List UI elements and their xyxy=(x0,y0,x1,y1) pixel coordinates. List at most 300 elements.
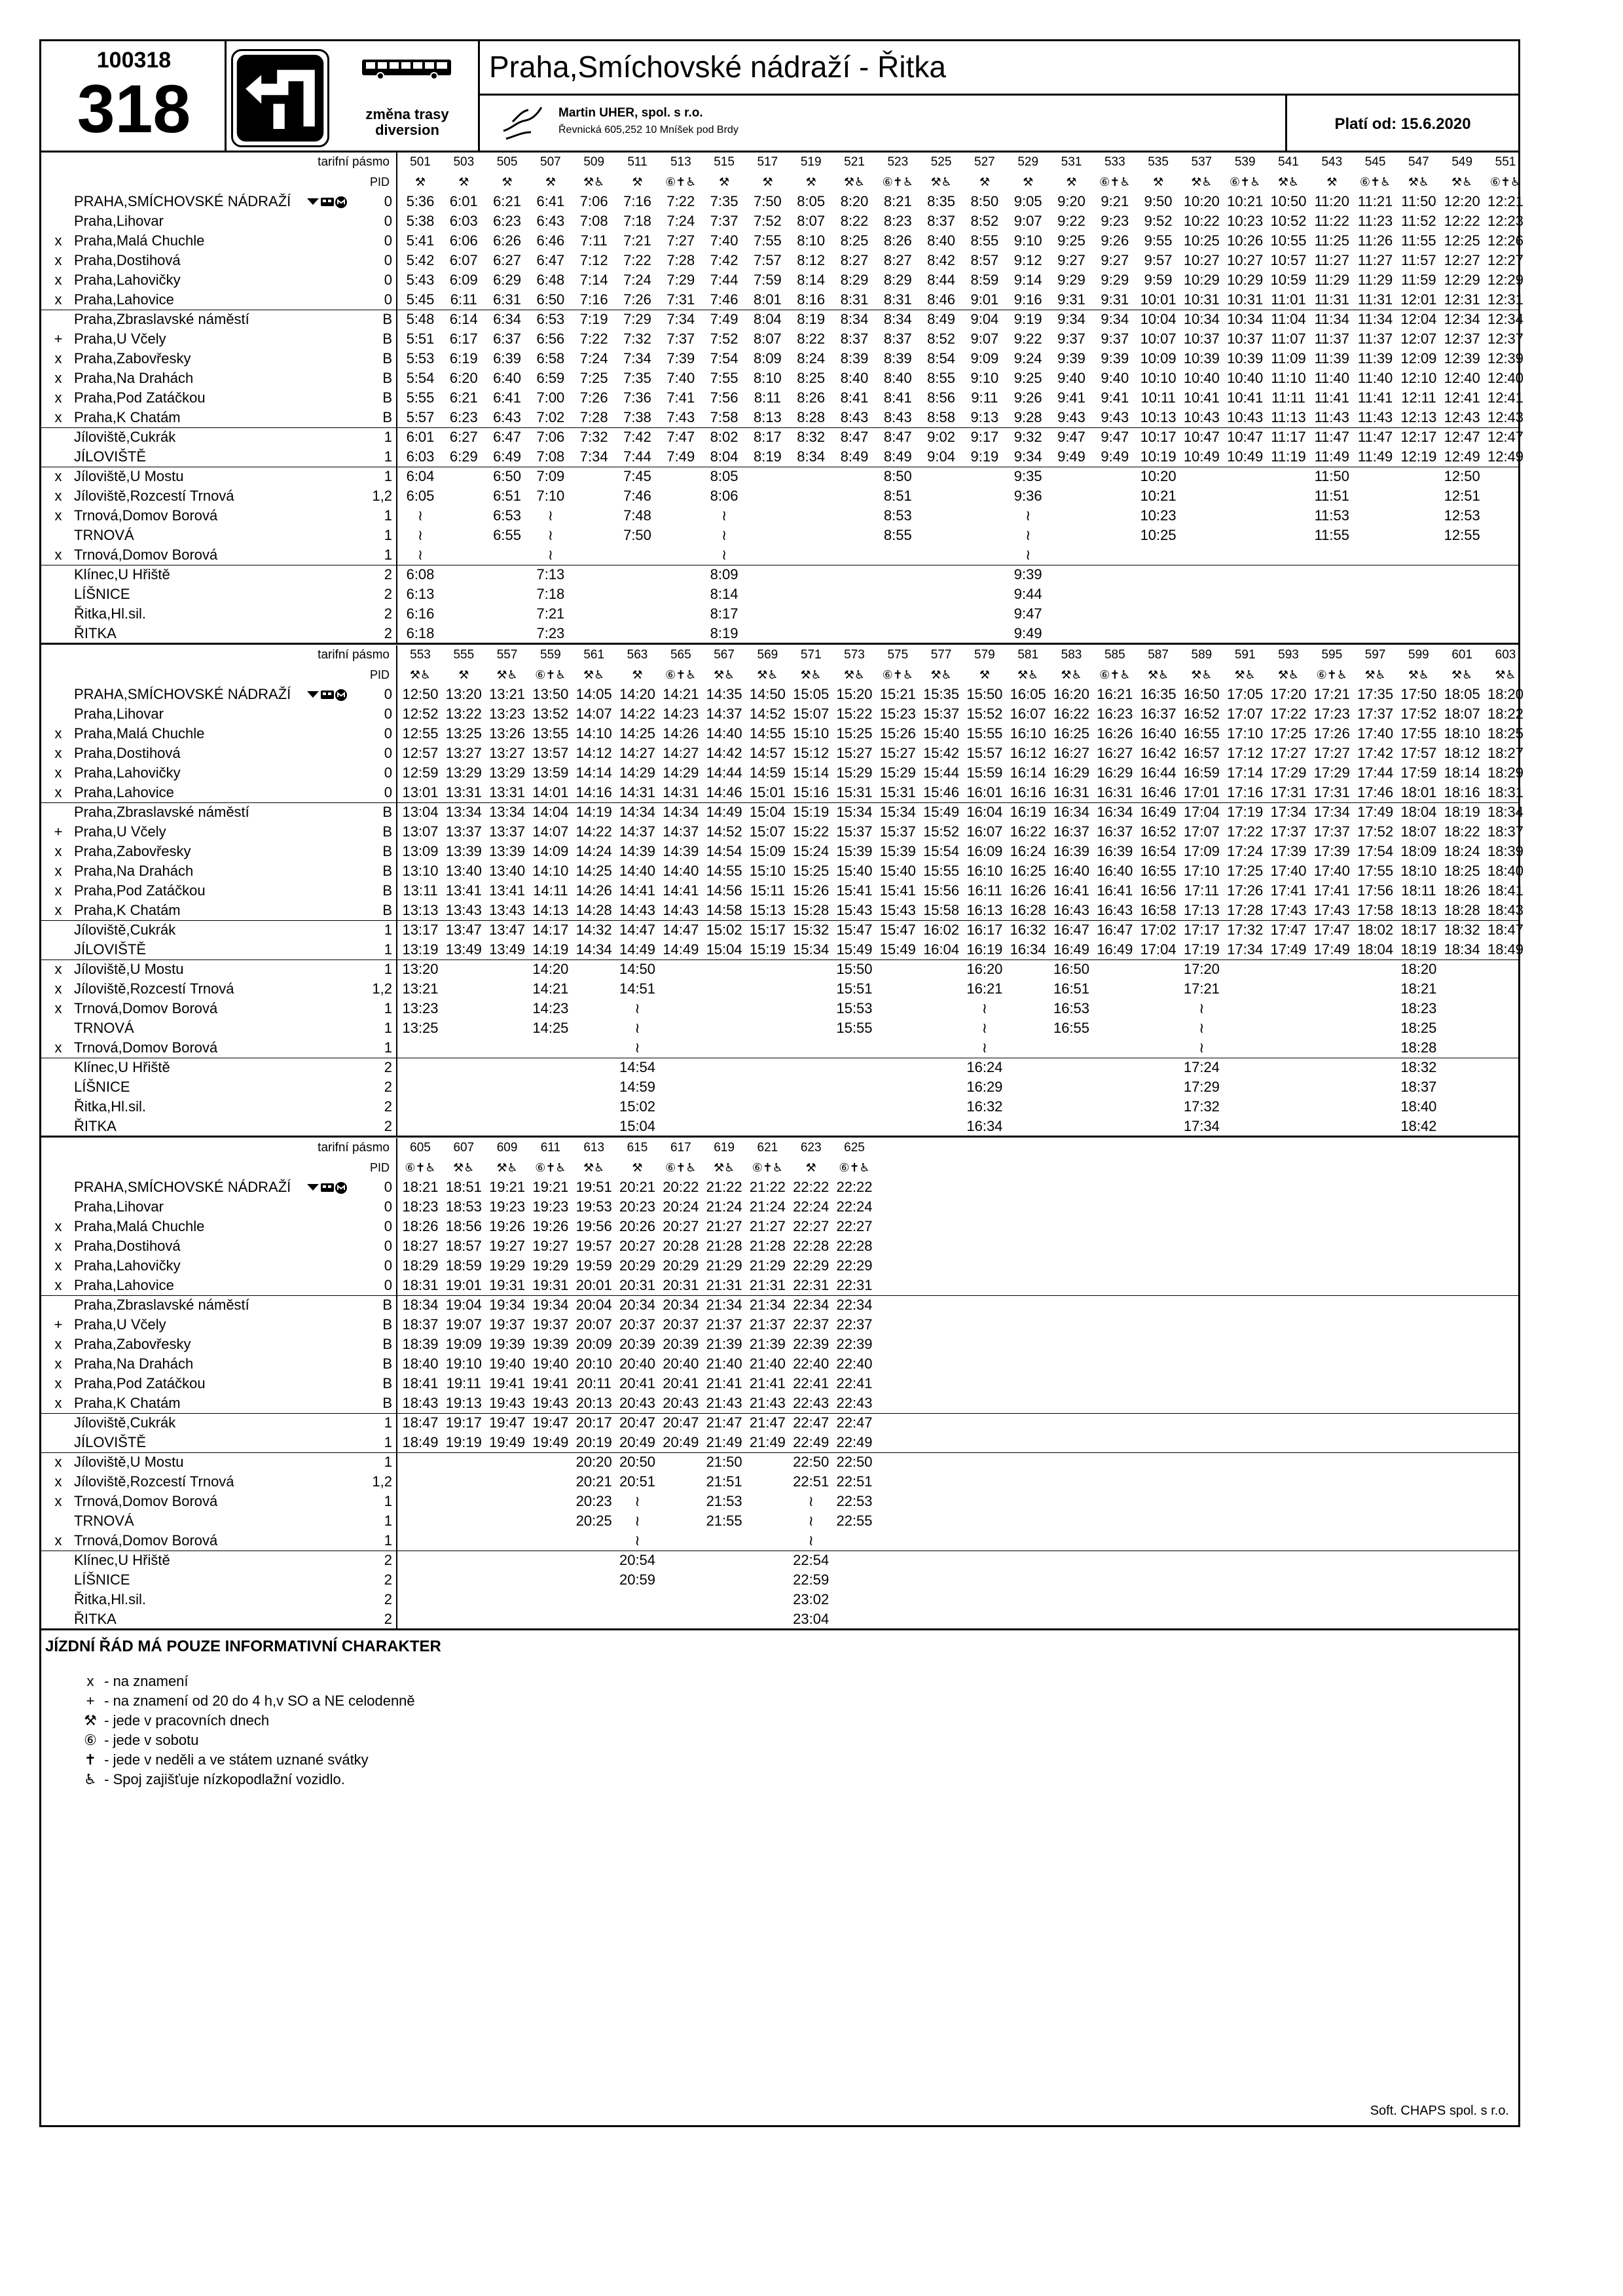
departure-time: 9:13 xyxy=(970,409,999,425)
departure-time: 13:43 xyxy=(489,902,526,918)
stop-zone: 0 xyxy=(384,232,392,249)
stop-row xyxy=(41,368,1524,388)
stop-row xyxy=(41,861,1524,881)
departure-time: 19:37 xyxy=(532,1316,569,1333)
stop-row xyxy=(41,999,1518,1018)
departure-time: 14:41 xyxy=(663,882,699,899)
stop-mark: x xyxy=(54,1532,62,1549)
departure-time: 12:39 xyxy=(1444,350,1480,367)
departure-time: 5:54 xyxy=(406,370,435,386)
departure-time: 14:28 xyxy=(575,902,612,918)
departure-time: 7:43 xyxy=(666,409,695,425)
line-number-box xyxy=(41,41,227,152)
stop-label xyxy=(41,1472,396,1492)
departure-time xyxy=(1354,1058,1397,1077)
departure-time: 14:26 xyxy=(575,882,612,899)
departure-time: 11:51 xyxy=(1314,488,1349,504)
departure-time: 16:10 xyxy=(966,863,1003,879)
departure-time: 10:47 xyxy=(1183,429,1220,445)
departure-time xyxy=(659,1077,702,1097)
departure-time: 14:37 xyxy=(706,706,742,722)
departure-time: 13:17 xyxy=(402,922,439,938)
departure-time: 8:37 xyxy=(927,213,955,229)
departure-time: 11:27 xyxy=(1357,252,1393,268)
departure-time xyxy=(1137,584,1180,604)
departure-time xyxy=(572,486,615,506)
departure-time: 17:05 xyxy=(1227,686,1264,702)
departure-time: 5:57 xyxy=(406,409,435,425)
stop-name: Praha,Na Drahách xyxy=(74,1355,194,1372)
stop-row xyxy=(41,724,1524,744)
departure-time: 8:56 xyxy=(927,389,955,406)
departure-time xyxy=(1484,604,1527,624)
stop-label xyxy=(41,310,396,329)
stop-label xyxy=(41,1197,396,1217)
departure-time xyxy=(442,1511,485,1531)
stop-mark: x xyxy=(54,902,62,918)
departure-time xyxy=(920,565,963,584)
departure-time: 16:07 xyxy=(966,823,1003,840)
stop-name: Praha,Pod Zatáčkou xyxy=(74,1375,206,1391)
trip-number: 621 xyxy=(757,1141,778,1155)
departure-time xyxy=(920,1018,963,1038)
departure-time: 8:22 xyxy=(797,331,826,347)
departure-time: 16:28 xyxy=(1010,902,1046,918)
stop-row xyxy=(41,1217,1518,1236)
trip-symbol: ⚒♿ xyxy=(453,1161,475,1174)
departure-time xyxy=(1440,624,1484,643)
stop-name: Praha,U Včely xyxy=(74,823,166,840)
departure-time: 18:10 xyxy=(1444,725,1480,742)
departure-time xyxy=(790,526,833,545)
stop-row xyxy=(41,310,1524,329)
departure-time xyxy=(1267,1077,1310,1097)
departure-time: 7:31 xyxy=(666,291,695,308)
departure-time: ≀ xyxy=(634,1493,640,1509)
departure-time: 9:07 xyxy=(1013,213,1042,229)
trip-symbol: ⚒♿ xyxy=(1191,668,1213,681)
departure-time xyxy=(1093,584,1137,604)
departure-time: 16:47 xyxy=(1053,922,1090,938)
trip-symbol: ⚒♿ xyxy=(757,668,778,681)
stop-mark: x xyxy=(54,1473,62,1490)
departure-time: 8:57 xyxy=(970,252,999,268)
departure-time xyxy=(572,1531,615,1551)
departure-time: 16:10 xyxy=(1010,725,1046,742)
departure-time: 17:19 xyxy=(1227,804,1264,820)
departure-time xyxy=(1267,467,1310,486)
departure-time: 6:47 xyxy=(493,429,521,445)
departure-time: 14:26 xyxy=(663,725,699,742)
departure-time xyxy=(442,1018,485,1038)
departure-time: 22:24 xyxy=(793,1198,830,1215)
departure-time: 15:17 xyxy=(749,922,786,938)
departure-time: 8:04 xyxy=(753,311,782,327)
departure-time: 20:24 xyxy=(663,1198,699,1215)
departure-time xyxy=(746,1590,789,1609)
departure-time xyxy=(1137,960,1180,979)
departure-time xyxy=(1006,1038,1049,1058)
stop-zone: 1,2 xyxy=(372,980,392,997)
departure-time: 18:10 xyxy=(1400,863,1437,879)
departure-time xyxy=(963,506,1006,526)
departure-time: 18:27 xyxy=(402,1238,439,1254)
departure-time xyxy=(1484,999,1527,1018)
departure-time xyxy=(486,1117,529,1136)
departure-time: ≀ xyxy=(634,1513,640,1529)
departure-time: 20:19 xyxy=(575,1434,612,1450)
departure-time xyxy=(1267,1038,1310,1058)
trip-symbol: ⚒ xyxy=(805,175,816,188)
departure-time: 14:40 xyxy=(619,863,656,879)
stop-zone: B xyxy=(382,1336,392,1352)
departure-time: 20:22 xyxy=(663,1179,699,1195)
departure-time: 17:46 xyxy=(1357,784,1394,800)
trip-symbol: ⑥✝♿ xyxy=(665,175,697,188)
stop-name: Praha,K Chatám xyxy=(74,409,181,425)
departure-time xyxy=(1267,506,1310,526)
stop-label xyxy=(41,979,396,999)
stop-name: Řitka,Hl.sil. xyxy=(74,1098,147,1115)
trip-number: 625 xyxy=(844,1141,865,1155)
departure-time xyxy=(442,624,485,643)
stop-label xyxy=(41,1551,396,1570)
departure-time xyxy=(486,1018,529,1038)
departure-time xyxy=(572,545,615,565)
departure-time: 6:53 xyxy=(536,311,565,327)
departure-time xyxy=(1440,1117,1484,1136)
departure-time: 9:07 xyxy=(970,331,999,347)
departure-time xyxy=(1224,1058,1267,1077)
departure-time: 12:01 xyxy=(1400,291,1437,308)
departure-time: 19:51 xyxy=(575,1179,612,1195)
stop-row xyxy=(41,704,1524,724)
departure-time: 9:11 xyxy=(971,389,998,406)
departure-time xyxy=(486,999,529,1018)
departure-time: 14:01 xyxy=(532,784,569,800)
stop-mark: x xyxy=(54,1336,62,1352)
departure-time: 20:17 xyxy=(575,1414,612,1431)
departure-time: 22:53 xyxy=(836,1493,873,1509)
trip-number: 607 xyxy=(453,1141,475,1155)
departure-time xyxy=(1397,545,1440,565)
departure-time: 16:42 xyxy=(1140,745,1176,761)
departure-time: 16:13 xyxy=(966,902,1003,918)
zone-header-label xyxy=(41,645,396,665)
trip-number: 599 xyxy=(1408,648,1429,662)
departure-time: 11:39 xyxy=(1314,350,1349,367)
departure-time: 11:25 xyxy=(1314,232,1349,249)
departure-time: 8:07 xyxy=(753,331,782,347)
departure-time xyxy=(876,1117,919,1136)
departure-time: 8:10 xyxy=(797,232,826,249)
departure-time xyxy=(833,565,876,584)
departure-time: 8:47 xyxy=(840,429,869,445)
departure-time: 7:59 xyxy=(753,272,782,288)
stop-row xyxy=(41,1551,1518,1570)
departure-time xyxy=(746,1492,789,1511)
trip-number: 593 xyxy=(1278,648,1299,662)
departure-time: 19:27 xyxy=(532,1238,569,1254)
departure-time: 16:34 xyxy=(966,1118,1003,1134)
trip-symbol: ⚒♿ xyxy=(496,668,518,681)
stub-divider xyxy=(396,152,397,643)
trip-symbol: ⑥✝♿ xyxy=(1230,175,1261,188)
departure-time xyxy=(1440,1097,1484,1117)
trip-symbol: ⚒ xyxy=(414,175,426,188)
stop-label xyxy=(41,1038,396,1058)
departure-time xyxy=(659,960,702,979)
departure-time xyxy=(963,545,1006,565)
departure-time: 15:19 xyxy=(793,804,830,820)
departure-time: 13:21 xyxy=(489,686,526,702)
departure-time xyxy=(659,1531,702,1551)
departure-time xyxy=(1310,584,1353,604)
departure-time xyxy=(659,604,702,624)
trip-number: 515 xyxy=(714,155,735,169)
stop-zone: 2 xyxy=(384,1118,392,1134)
departure-time: 10:29 xyxy=(1227,272,1264,288)
line-code: 100318 xyxy=(96,48,172,73)
departure-time xyxy=(572,584,615,604)
departure-time: 12:27 xyxy=(1487,252,1524,268)
departure-time: 15:54 xyxy=(923,843,960,859)
departure-time: 14:34 xyxy=(663,804,699,820)
departure-time xyxy=(442,999,485,1018)
departure-time: 14:31 xyxy=(619,784,656,800)
departure-time xyxy=(1310,979,1353,999)
departure-time xyxy=(1267,624,1310,643)
stop-mark: x xyxy=(54,1277,62,1293)
departure-time xyxy=(1440,1077,1484,1097)
departure-time: 20:21 xyxy=(619,1179,656,1195)
departure-time: 17:34 xyxy=(1270,804,1307,820)
trip-symbol: ⚒ xyxy=(458,668,469,681)
stop-zone: 2 xyxy=(384,566,392,583)
departure-time: 14:49 xyxy=(663,941,699,958)
stop-name: Jíloviště,Cukrák xyxy=(74,922,176,938)
departure-time: 11:40 xyxy=(1357,370,1393,386)
legend-dash: - xyxy=(100,1693,113,1709)
departure-time: 8:26 xyxy=(797,389,826,406)
departure-time: 10:31 xyxy=(1227,291,1264,308)
legend-dash: - xyxy=(100,1673,113,1689)
departure-time xyxy=(1484,1018,1527,1038)
departure-time: 18:28 xyxy=(1400,1039,1437,1056)
departure-time: 6:39 xyxy=(493,350,521,367)
departure-time: 19:13 xyxy=(445,1395,482,1411)
stop-row xyxy=(41,526,1518,545)
departure-time: 12:21 xyxy=(1487,193,1524,209)
departure-time: 11:34 xyxy=(1314,311,1349,327)
departure-time: 11:41 xyxy=(1314,389,1349,406)
departure-time xyxy=(1354,565,1397,584)
departure-time: 13:40 xyxy=(445,863,482,879)
stop-name: Trnová,Domov Borová xyxy=(74,1532,218,1549)
stop-row xyxy=(41,1315,1518,1335)
departure-time: 12:23 xyxy=(1487,213,1524,229)
stop-label xyxy=(41,842,396,861)
stop-label xyxy=(41,349,396,368)
group-separator xyxy=(41,1295,1518,1296)
departure-time: 9:10 xyxy=(1013,232,1042,249)
stop-row xyxy=(41,1472,1518,1492)
departure-time: 10:20 xyxy=(1183,193,1220,209)
departure-time: 17:23 xyxy=(1313,706,1350,722)
stop-name: PRAHA,SMÍCHOVSKÉ NÁDRAŽÍ xyxy=(74,193,291,209)
group-separator xyxy=(41,1413,1518,1414)
departure-time: 15:41 xyxy=(879,882,916,899)
trip-number: 509 xyxy=(583,155,605,169)
departure-time: 15:51 xyxy=(836,980,873,997)
stop-label xyxy=(41,1097,396,1117)
departure-time xyxy=(1484,506,1527,526)
departure-time: 22:50 xyxy=(793,1454,830,1470)
departure-time: 7:37 xyxy=(666,331,695,347)
departure-time: 8:49 xyxy=(840,448,869,465)
departure-time: 10:34 xyxy=(1183,311,1220,327)
stop-row xyxy=(41,1609,1518,1629)
departure-time xyxy=(746,1472,789,1492)
departure-time: 15:39 xyxy=(879,843,916,859)
departure-time xyxy=(790,604,833,624)
trip-symbol: ⚒♿ xyxy=(843,668,866,681)
departure-time xyxy=(702,1058,746,1077)
departure-time: 6:17 xyxy=(449,331,478,347)
stop-label xyxy=(41,1452,396,1472)
departure-time xyxy=(1224,545,1267,565)
departure-time xyxy=(746,565,789,584)
departure-time: 20:50 xyxy=(619,1454,656,1470)
departure-time: 8:39 xyxy=(840,350,869,367)
departure-time xyxy=(1484,545,1527,565)
trip-number: 601 xyxy=(1451,648,1473,662)
departure-time xyxy=(790,1077,833,1097)
legend-symbol: ♿ xyxy=(84,1771,97,1787)
stop-row xyxy=(41,960,1518,979)
trip-symbol-row xyxy=(41,1158,1518,1177)
stop-zone: B xyxy=(382,863,392,879)
departure-time xyxy=(486,1609,529,1629)
stop-zone: 0 xyxy=(384,252,392,268)
stop-zone: 0 xyxy=(384,784,392,800)
stop-zone: 1 xyxy=(384,941,392,958)
stop-mark: x xyxy=(54,843,62,859)
departure-time: 16:24 xyxy=(1010,843,1046,859)
departure-time: 19:31 xyxy=(489,1277,526,1293)
stop-row xyxy=(41,270,1524,290)
stop-name: JÍLOVIŠTĚ xyxy=(74,941,147,958)
legend-symbol: ⑥ xyxy=(84,1732,97,1748)
timetable-block xyxy=(41,645,1524,1138)
trip-symbol: ⚒♿ xyxy=(1191,175,1213,188)
departure-time: 22:31 xyxy=(793,1277,830,1293)
departure-time: 22:28 xyxy=(793,1238,830,1254)
departure-time: 9:35 xyxy=(1013,468,1042,484)
departure-time xyxy=(746,1038,789,1058)
stop-row xyxy=(41,1354,1518,1374)
stop-label xyxy=(41,368,396,388)
stop-mark: x xyxy=(54,1257,62,1274)
stub-divider xyxy=(396,645,397,1136)
departure-time: 9:39 xyxy=(1101,350,1129,367)
stop-row xyxy=(41,251,1524,270)
departure-time xyxy=(1224,584,1267,604)
departure-time: 17:39 xyxy=(1313,843,1350,859)
departure-time xyxy=(399,1097,442,1117)
departure-time: 8:27 xyxy=(840,252,869,268)
departure-time: 7:29 xyxy=(666,272,695,288)
departure-time: 21:27 xyxy=(706,1218,742,1234)
stop-name: Praha,Lahovičky xyxy=(74,272,181,288)
departure-time: 7:38 xyxy=(623,409,651,425)
departure-time xyxy=(1093,960,1137,979)
stop-zone: 0 xyxy=(384,725,392,742)
departure-time: 21:34 xyxy=(706,1297,742,1313)
departure-time: 8:55 xyxy=(927,370,955,386)
departure-time xyxy=(572,526,615,545)
departure-time xyxy=(659,1117,702,1136)
stop-label xyxy=(41,999,396,1018)
trip-number: 605 xyxy=(410,1141,431,1155)
stop-zone: 1 xyxy=(384,448,392,465)
departure-time xyxy=(1267,604,1310,624)
departure-time: 16:37 xyxy=(1140,706,1176,722)
stop-label xyxy=(41,329,396,349)
stop-label xyxy=(41,920,396,940)
departure-time: 17:50 xyxy=(1400,686,1437,702)
departure-time xyxy=(659,1492,702,1511)
trip-symbol: ⑥✝♿ xyxy=(1099,175,1131,188)
departure-time xyxy=(616,604,659,624)
stop-row xyxy=(41,1393,1518,1413)
departure-time: 20:21 xyxy=(575,1473,612,1490)
trip-symbol: ⚒♿ xyxy=(843,175,866,188)
stop-row xyxy=(41,192,1524,211)
departure-time xyxy=(486,1038,529,1058)
departure-time: 12:37 xyxy=(1487,331,1524,347)
departure-time: 9:27 xyxy=(1101,252,1129,268)
departure-time: 14:04 xyxy=(532,804,569,820)
departure-time: 8:14 xyxy=(710,586,739,602)
stop-mark: x xyxy=(54,784,62,800)
departure-time: 7:28 xyxy=(579,409,608,425)
departure-time: 20:09 xyxy=(575,1336,612,1352)
departure-time: 11:10 xyxy=(1271,370,1306,386)
departure-time: 10:09 xyxy=(1140,350,1176,367)
departure-time: 16:49 xyxy=(1140,804,1176,820)
departure-time: 10:43 xyxy=(1227,409,1264,425)
trip-number: 617 xyxy=(670,1141,691,1155)
departure-time: 6:37 xyxy=(493,331,521,347)
departure-time xyxy=(746,1097,789,1117)
departure-time: 11:50 xyxy=(1401,193,1436,209)
departure-time: 17:52 xyxy=(1400,706,1437,722)
departure-time: 6:34 xyxy=(493,311,521,327)
departure-time: 7:52 xyxy=(710,331,739,347)
departure-time: 14:09 xyxy=(532,843,569,859)
trip-symbol: ⚒♿ xyxy=(800,668,822,681)
departure-time: 16:22 xyxy=(1010,823,1046,840)
stop-transfer-icons xyxy=(306,687,348,704)
departure-time: 8:23 xyxy=(883,213,912,229)
departure-time: 19:47 xyxy=(489,1414,526,1431)
departure-time xyxy=(1440,565,1484,584)
departure-time: 12:59 xyxy=(402,764,439,781)
departure-time xyxy=(659,1058,702,1077)
departure-time xyxy=(486,565,529,584)
departure-time: 7:22 xyxy=(666,193,695,209)
